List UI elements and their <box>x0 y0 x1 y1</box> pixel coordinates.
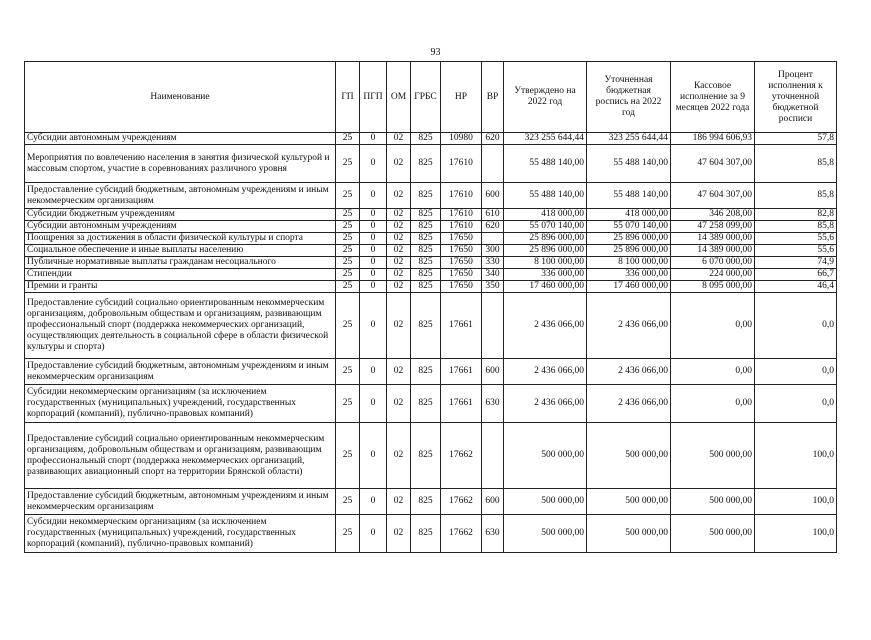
cell-np: 17650 <box>441 233 482 245</box>
cell-cash: 500 000,00 <box>671 515 755 553</box>
cell-name: Предоставление субсидий социально ориентированным некоммерческим организациям, добровольным обществам и организациям, развивающим профессиональный спорт (поддержка некоммерческих организаций, развивающих авиационный спорт на территории Брянской области) <box>25 423 336 489</box>
cell-percent: 85,8 <box>755 221 837 233</box>
cell-grbs: 825 <box>411 257 441 269</box>
cell-grbs: 825 <box>411 183 441 209</box>
cell-revised: 500 000,00 <box>587 515 671 553</box>
cell-name: Публичные нормативные выплаты гражданам несоциального <box>25 257 336 269</box>
cell-percent: 82,8 <box>755 209 837 221</box>
cell-name: Предоставление субсидий бюджетным, автономным учреждениям и иным некоммерческим организациям <box>25 359 336 385</box>
cell-approved: 55 070 140,00 <box>504 221 587 233</box>
cell-grbs: 825 <box>411 281 441 293</box>
col-cash-header: Кассовое исполнение за 9 месяцев 2022 года <box>671 62 755 133</box>
cell-approved: 500 000,00 <box>504 515 587 553</box>
cell-revised: 8 100 000,00 <box>587 257 671 269</box>
table-row <box>25 293 837 359</box>
cell-grbs: 825 <box>411 423 441 489</box>
cell-om: 02 <box>387 423 411 489</box>
cell-ppgp: 0 <box>360 293 387 359</box>
cell-gp: 25 <box>336 145 360 183</box>
col-gp-header: ГП <box>336 62 360 133</box>
cell-grbs: 825 <box>411 221 441 233</box>
cell-revised: 2 436 066,00 <box>587 293 671 359</box>
cell-revised: 25 896 000,00 <box>587 233 671 245</box>
cell-gp: 25 <box>336 281 360 293</box>
cell-vr: 600 <box>482 183 504 209</box>
cell-cash: 500 000,00 <box>671 489 755 515</box>
cell-name: Субсидии бюджетным учреждениям <box>25 209 336 221</box>
cell-np: 17610 <box>441 209 482 221</box>
cell-name: Субсидии некоммерческим организациям (за исключением государственных (муниципальных) учреждений, государственных корпораций (компаний), публично-правовых компаний) <box>25 385 336 423</box>
cell-percent: 66,7 <box>755 269 837 281</box>
cell-np: 17650 <box>441 281 482 293</box>
cell-revised: 336 000,00 <box>587 269 671 281</box>
cell-vr: 340 <box>482 269 504 281</box>
table-row <box>25 245 837 257</box>
cell-percent: 0,0 <box>755 359 837 385</box>
cell-om: 02 <box>387 293 411 359</box>
cell-name: Предоставление субсидий социально ориентированным некоммерческим организациям, добровольным обществам и организациям, развивающим профессиональный спорт (поддержка некоммерческих организаций, осуществляющих деятельность в социальной сфере в области физической культуры и спорта) <box>25 293 336 359</box>
cell-name: Поощрения за достижения в области физической культуры и спорта <box>25 233 336 245</box>
cell-name: Предоставление субсидий бюджетным, автономным учреждениям и иным некоммерческим организациям <box>25 489 336 515</box>
cell-approved: 418 000,00 <box>504 209 587 221</box>
cell-name: Премии и гранты <box>25 281 336 293</box>
cell-percent: 46,4 <box>755 281 837 293</box>
cell-vr: 620 <box>482 133 504 145</box>
cell-ppgp: 0 <box>360 515 387 553</box>
cell-vr: 600 <box>482 359 504 385</box>
cell-approved: 8 100 000,00 <box>504 257 587 269</box>
cell-name: Предоставление субсидий бюджетным, автономным учреждениям и иным некоммерческим организациям <box>25 183 336 209</box>
cell-percent: 85,8 <box>755 145 837 183</box>
cell-gp: 25 <box>336 423 360 489</box>
table-row <box>25 269 837 281</box>
table-row <box>25 359 837 385</box>
cell-ppgp: 0 <box>360 209 387 221</box>
cell-cash: 47 258 099,00 <box>671 221 755 233</box>
cell-name: Субсидии некоммерческим организациям (за исключением государственных (муниципальных) учреждений, государственных корпораций (компаний), публично-правовых компаний) <box>25 515 336 553</box>
cell-grbs: 825 <box>411 385 441 423</box>
cell-percent: 100,0 <box>755 423 837 489</box>
cell-vr: 630 <box>482 515 504 553</box>
cell-grbs: 825 <box>411 489 441 515</box>
cell-gp: 25 <box>336 233 360 245</box>
cell-name: Социальное обеспечение и иные выплаты населению <box>25 245 336 257</box>
cell-np: 17662 <box>441 489 482 515</box>
cell-cash: 224 000,00 <box>671 269 755 281</box>
cell-ppgp: 0 <box>360 281 387 293</box>
cell-ppgp: 0 <box>360 423 387 489</box>
cell-np: 17650 <box>441 269 482 281</box>
cell-name: Стипендии <box>25 269 336 281</box>
cell-gp: 25 <box>336 133 360 145</box>
cell-vr: 620 <box>482 221 504 233</box>
cell-cash: 47 604 307,00 <box>671 183 755 209</box>
cell-grbs: 825 <box>411 269 441 281</box>
cell-approved: 25 896 000,00 <box>504 245 587 257</box>
col-om-header: ОМ <box>387 62 411 133</box>
col-ppgp-header: ПГП <box>360 62 387 133</box>
cell-cash: 346 208,00 <box>671 209 755 221</box>
cell-ppgp: 0 <box>360 133 387 145</box>
col-revised-header: Уточненная бюджетная роспись на 2022 год <box>587 62 671 133</box>
cell-np: 17650 <box>441 257 482 269</box>
cell-grbs: 825 <box>411 233 441 245</box>
cell-np: 17661 <box>441 293 482 359</box>
cell-cash: 14 389 000,00 <box>671 233 755 245</box>
cell-ppgp: 0 <box>360 269 387 281</box>
cell-revised: 25 896 000,00 <box>587 245 671 257</box>
cell-percent: 100,0 <box>755 515 837 553</box>
cell-cash: 0,00 <box>671 385 755 423</box>
cell-om: 02 <box>387 133 411 145</box>
cell-grbs: 825 <box>411 293 441 359</box>
cell-ppgp: 0 <box>360 183 387 209</box>
cell-grbs: 825 <box>411 359 441 385</box>
table-row <box>25 133 837 145</box>
cell-vr: 610 <box>482 209 504 221</box>
cell-om: 02 <box>387 281 411 293</box>
cell-om: 02 <box>387 221 411 233</box>
col-np-header: НР <box>441 62 482 133</box>
cell-revised: 500 000,00 <box>587 423 671 489</box>
cell-np: 17662 <box>441 515 482 553</box>
cell-cash: 500 000,00 <box>671 423 755 489</box>
cell-np: 17662 <box>441 423 482 489</box>
cell-revised: 55 488 140,00 <box>587 145 671 183</box>
cell-ppgp: 0 <box>360 359 387 385</box>
cell-revised: 2 436 066,00 <box>587 385 671 423</box>
cell-om: 02 <box>387 489 411 515</box>
table-row <box>25 145 837 183</box>
cell-np: 17610 <box>441 145 482 183</box>
cell-cash: 186 994 606,93 <box>671 133 755 145</box>
cell-cash: 14 389 000,00 <box>671 245 755 257</box>
cell-om: 02 <box>387 145 411 183</box>
cell-ppgp: 0 <box>360 233 387 245</box>
cell-gp: 25 <box>336 359 360 385</box>
cell-ppgp: 0 <box>360 245 387 257</box>
cell-percent: 85,8 <box>755 183 837 209</box>
table-row <box>25 385 837 423</box>
page-number: 93 <box>430 47 441 58</box>
cell-ppgp: 0 <box>360 257 387 269</box>
cell-approved: 336 000,00 <box>504 269 587 281</box>
cell-gp: 25 <box>336 385 360 423</box>
col-percent-header: Процент исполнения к уточненной бюджетной росписи <box>755 62 837 133</box>
cell-cash: 47 604 307,00 <box>671 145 755 183</box>
budget-table <box>24 61 837 553</box>
cell-vr: 600 <box>482 489 504 515</box>
cell-percent: 55,6 <box>755 245 837 257</box>
cell-cash: 8 095 000,00 <box>671 281 755 293</box>
col-grbs-header: ГРБС <box>411 62 441 133</box>
table-row <box>25 281 837 293</box>
cell-approved: 2 436 066,00 <box>504 385 587 423</box>
cell-approved: 500 000,00 <box>504 423 587 489</box>
table-row <box>25 233 837 245</box>
col-vr-header: ВР <box>482 62 504 133</box>
cell-revised: 55 488 140,00 <box>587 183 671 209</box>
cell-percent: 100,0 <box>755 489 837 515</box>
cell-vr <box>482 145 504 183</box>
cell-name: Субсидии автономным учреждениям <box>25 221 336 233</box>
table-row <box>25 489 837 515</box>
cell-revised: 323 255 644,44 <box>587 133 671 145</box>
table-header <box>25 62 837 133</box>
cell-percent: 55,6 <box>755 233 837 245</box>
cell-name: Субсидии автономным учреждениям <box>25 133 336 145</box>
cell-revised: 500 000,00 <box>587 489 671 515</box>
cell-gp: 25 <box>336 183 360 209</box>
cell-approved: 25 896 000,00 <box>504 233 587 245</box>
col-approved-header: Утверждено на 2022 год <box>504 62 587 133</box>
cell-grbs: 825 <box>411 133 441 145</box>
cell-revised: 55 070 140,00 <box>587 221 671 233</box>
cell-gp: 25 <box>336 221 360 233</box>
table-row <box>25 257 837 269</box>
cell-gp: 25 <box>336 245 360 257</box>
cell-gp: 25 <box>336 209 360 221</box>
cell-approved: 323 255 644,44 <box>504 133 587 145</box>
cell-gp: 25 <box>336 269 360 281</box>
cell-ppgp: 0 <box>360 385 387 423</box>
cell-np: 17610 <box>441 183 482 209</box>
table-row <box>25 423 837 489</box>
cell-vr: 330 <box>482 257 504 269</box>
cell-vr: 350 <box>482 281 504 293</box>
cell-om: 02 <box>387 233 411 245</box>
cell-approved: 2 436 066,00 <box>504 293 587 359</box>
cell-vr <box>482 423 504 489</box>
cell-approved: 55 488 140,00 <box>504 145 587 183</box>
cell-approved: 2 436 066,00 <box>504 359 587 385</box>
table-body <box>25 133 837 553</box>
cell-revised: 17 460 000,00 <box>587 281 671 293</box>
cell-vr <box>482 293 504 359</box>
cell-percent: 0,0 <box>755 293 837 359</box>
cell-gp: 25 <box>336 515 360 553</box>
cell-grbs: 825 <box>411 209 441 221</box>
cell-name: Мероприятия по вовлечению населения в занятия физической культурой и массовым спортом, участие в соревнованиях различного уровня <box>25 145 336 183</box>
cell-om: 02 <box>387 269 411 281</box>
cell-cash: 0,00 <box>671 293 755 359</box>
cell-grbs: 825 <box>411 245 441 257</box>
cell-ppgp: 0 <box>360 145 387 183</box>
cell-np: 17610 <box>441 221 482 233</box>
cell-np: 17650 <box>441 245 482 257</box>
cell-ppgp: 0 <box>360 221 387 233</box>
cell-om: 02 <box>387 257 411 269</box>
cell-gp: 25 <box>336 257 360 269</box>
cell-om: 02 <box>387 209 411 221</box>
cell-percent: 74,9 <box>755 257 837 269</box>
cell-vr: 630 <box>482 385 504 423</box>
cell-cash: 6 070 000,00 <box>671 257 755 269</box>
cell-ppgp: 0 <box>360 489 387 515</box>
cell-om: 02 <box>387 183 411 209</box>
cell-cash: 0,00 <box>671 359 755 385</box>
cell-approved: 500 000,00 <box>504 489 587 515</box>
cell-percent: 57,8 <box>755 133 837 145</box>
cell-om: 02 <box>387 385 411 423</box>
table-row <box>25 209 837 221</box>
cell-revised: 2 436 066,00 <box>587 359 671 385</box>
cell-np: 17661 <box>441 385 482 423</box>
cell-grbs: 825 <box>411 515 441 553</box>
cell-grbs: 825 <box>411 145 441 183</box>
cell-np: 10980 <box>441 133 482 145</box>
table-row <box>25 515 837 553</box>
cell-revised: 418 000,00 <box>587 209 671 221</box>
cell-om: 02 <box>387 515 411 553</box>
cell-percent: 0,0 <box>755 385 837 423</box>
col-name-header: Наименование <box>25 62 336 133</box>
cell-om: 02 <box>387 245 411 257</box>
table-row <box>25 221 837 233</box>
cell-vr <box>482 233 504 245</box>
cell-approved: 17 460 000,00 <box>504 281 587 293</box>
cell-gp: 25 <box>336 489 360 515</box>
table-row <box>25 183 837 209</box>
cell-gp: 25 <box>336 293 360 359</box>
cell-approved: 55 488 140,00 <box>504 183 587 209</box>
cell-np: 17661 <box>441 359 482 385</box>
cell-vr: 300 <box>482 245 504 257</box>
cell-om: 02 <box>387 359 411 385</box>
